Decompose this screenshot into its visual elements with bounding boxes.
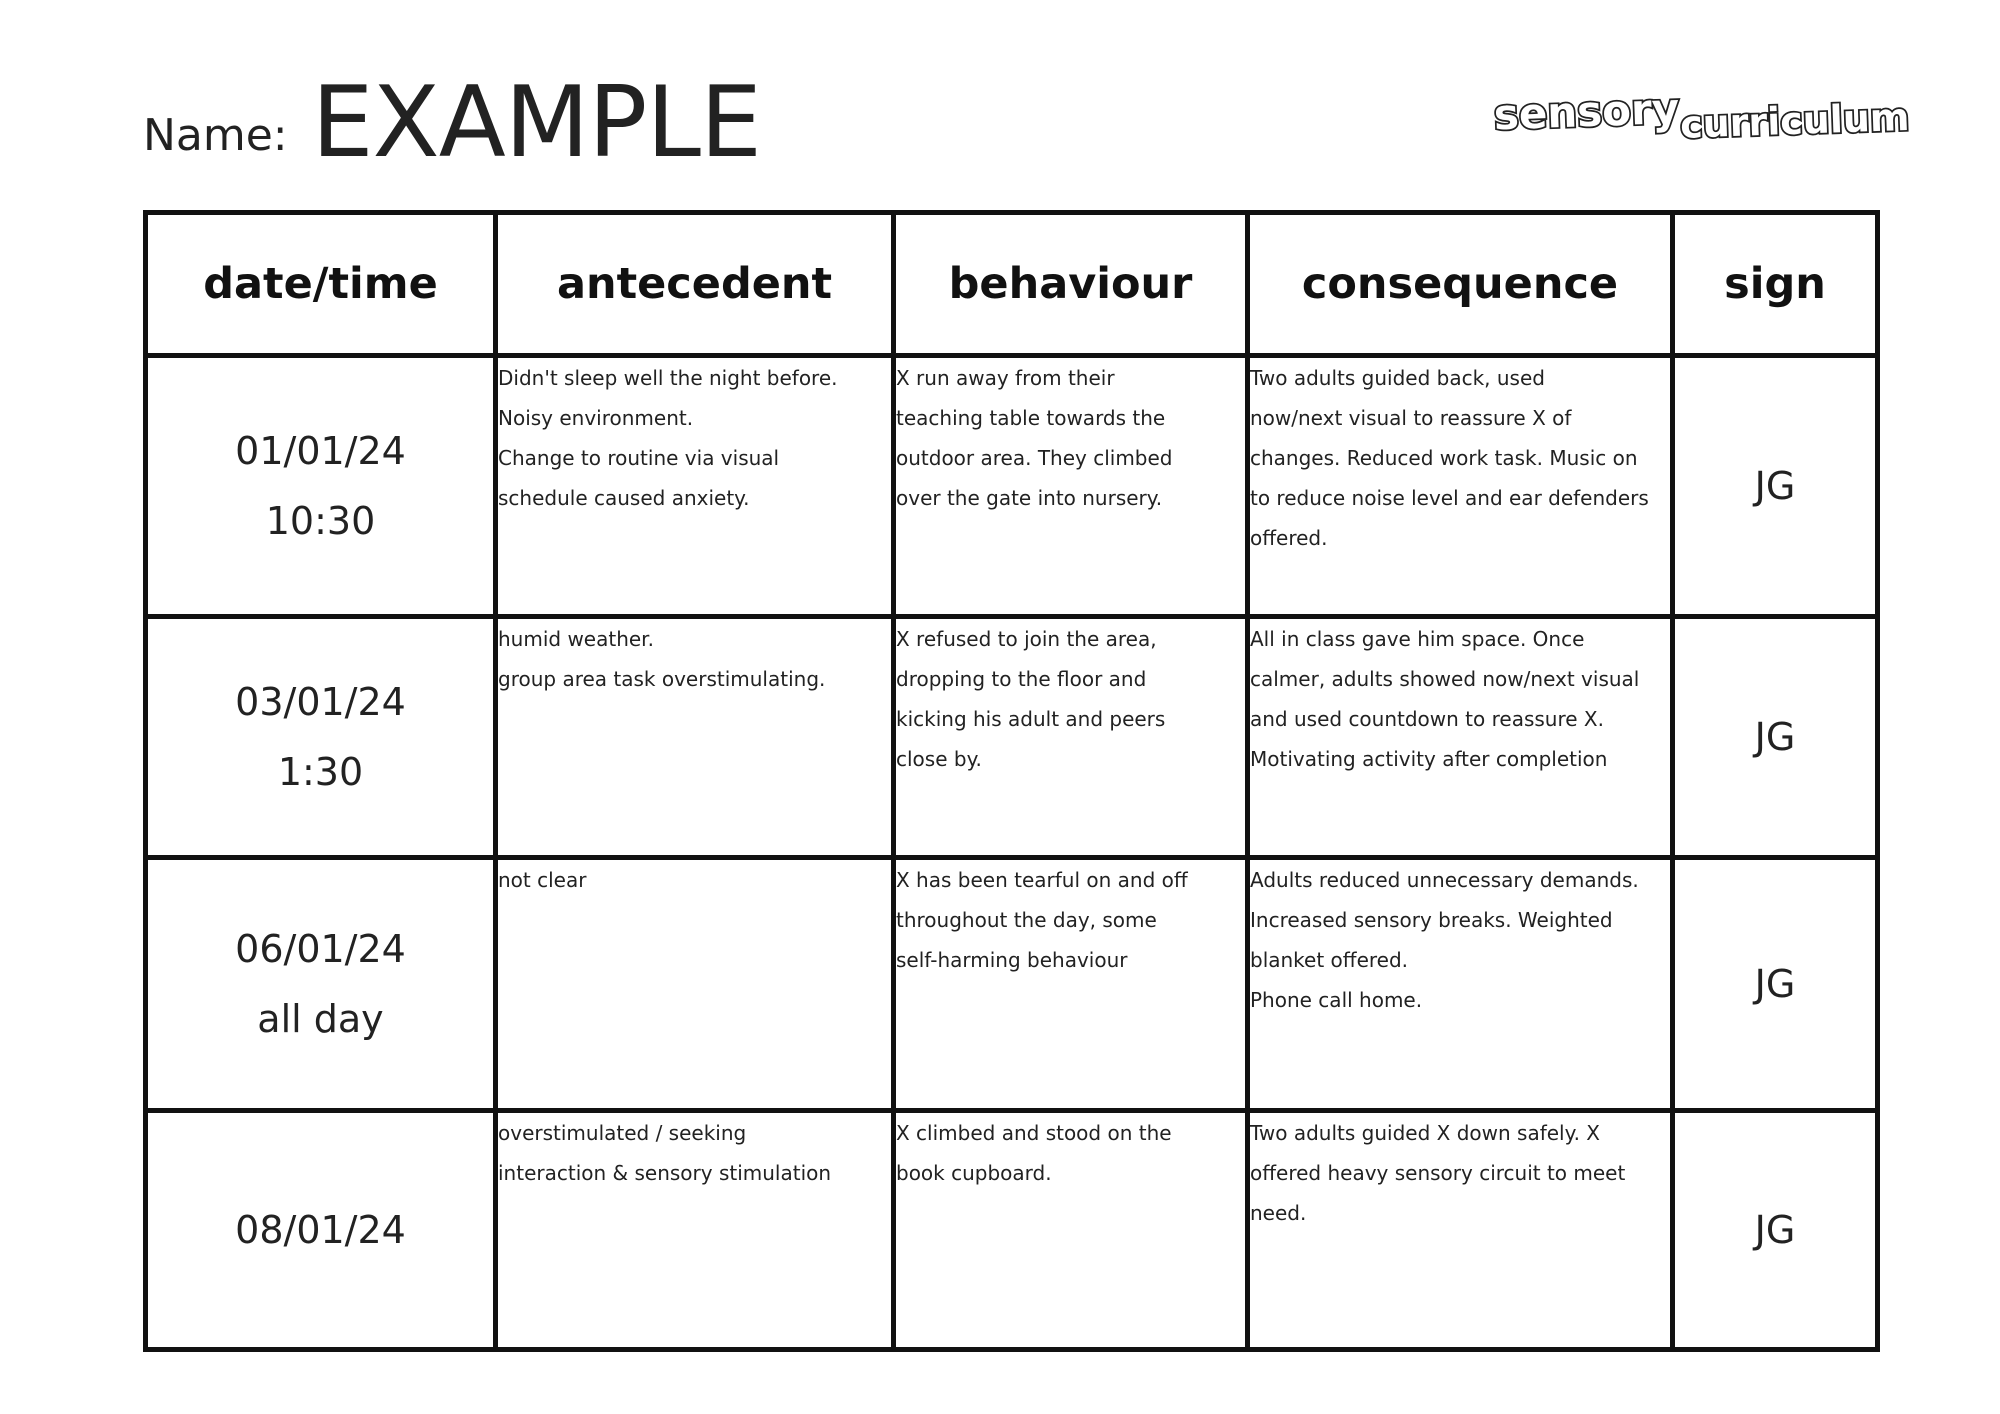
behaviour-line: over the gate into nursery. [896,486,1163,510]
consequence-line: Adults reduced unnecessary demands. [1250,868,1639,892]
antecedent-line: humid weather. [498,627,654,651]
behaviour-line: book cupboard. [896,1161,1052,1185]
header-date-time: date/time [146,213,496,356]
sign-cell: JG [1673,617,1878,858]
consequence-cell [1248,617,1673,858]
behaviour-line: X climbed and stood on the [896,1121,1172,1145]
consequence-line: to reduce noise level and ear defenders [1250,486,1649,510]
consequence-line: Increased sensory breaks. Weighted [1250,908,1613,932]
behaviour-line: kicking his adult and peers [896,707,1166,731]
behaviour-line: dropping to the floor and [896,667,1147,691]
abc-behaviour-table [143,210,1880,1352]
consequence-cell [1248,1111,1673,1350]
antecedent-line: group area task overstimulating. [498,667,826,691]
header-row [146,213,1878,356]
date-text: 01/01/24 [235,429,406,473]
antecedent-line: Noisy environment. [498,406,694,430]
date-text: 03/01/24 [235,680,406,724]
behaviour-cell [894,1111,1248,1350]
consequence-line: All in class gave him space. Once [1250,627,1585,651]
antecedent-line: overstimulated / seeking [498,1121,747,1145]
logo-word-curriculum: curriculum [1679,94,1911,147]
sign-cell: JG [1673,858,1878,1111]
antecedent-line: schedule caused anxiety. [498,486,750,510]
consequence-line: now/next visual to reassure X of [1250,406,1572,430]
header-consequence: consequence [1248,213,1673,356]
sign-cell: JG [1673,356,1878,617]
behaviour-line: close by. [896,747,982,771]
consequence-line: and used countdown to reassure X. [1250,707,1604,731]
consequence-line: blanket offered. [1250,948,1409,972]
table-row [146,858,1878,1111]
antecedent-line: not clear [498,868,587,892]
time-text: 1:30 [277,750,364,794]
name-row [143,62,761,180]
sign-cell: JG [1673,1111,1878,1350]
consequence-line: Two adults guided X down safely. X [1250,1121,1600,1145]
date-text: 06/01/24 [235,927,406,971]
sensory-curriculum-logo [1490,78,1940,148]
antecedent-cell [496,356,894,617]
behaviour-cell [894,356,1248,617]
antecedent-cell [496,858,894,1111]
behaviour-line: self-harming behaviour [896,948,1128,972]
header-sign: sign [1673,213,1878,356]
table-row [146,617,1878,858]
behaviour-line: X run away from their [896,366,1115,390]
date-cell [146,1111,496,1350]
behaviour-line: throughout the day, some [896,908,1157,932]
behaviour-line: teaching table towards the [896,406,1166,430]
header-behaviour: behaviour [894,213,1248,356]
consequence-line: calmer, adults showed now/next visual [1250,667,1640,691]
consequence-line: need. [1250,1201,1307,1225]
consequence-line: Phone call home. [1250,988,1423,1012]
name-label: Name: [143,110,288,161]
table-row [146,1111,1878,1350]
consequence-cell [1248,858,1673,1111]
antecedent-cell [496,1111,894,1350]
antecedent-cell [496,617,894,858]
logo-word-sensory: sensory [1492,83,1680,140]
consequence-cell [1248,356,1673,617]
date-text: 08/01/24 [235,1208,406,1252]
consequence-line: changes. Reduced work task. Music on [1250,446,1638,470]
date-cell [146,356,496,617]
behaviour-line: X refused to join the area, [896,627,1157,651]
antecedent-line: interaction & sensory stimulation [498,1161,832,1185]
behaviour-line: outdoor area. They climbed [896,446,1173,470]
behaviour-cell [894,617,1248,858]
table-row [146,356,1878,617]
time-text: 10:30 [265,499,376,543]
consequence-line: Motivating activity after completion [1250,747,1608,771]
antecedent-line: Didn't sleep well the night before. [498,366,838,390]
antecedent-line: Change to routine via visual [498,446,780,470]
consequence-line: Two adults guided back, used [1250,366,1545,390]
date-cell [146,617,496,858]
header-antecedent: antecedent [496,213,894,356]
time-text: all day [257,997,384,1041]
consequence-line: offered. [1250,526,1328,550]
consequence-line: offered heavy sensory circuit to meet [1250,1161,1626,1185]
behaviour-cell [894,858,1248,1111]
date-cell [146,858,496,1111]
behaviour-line: X has been tearful on and off [896,868,1188,892]
name-value: EXAMPLE [311,66,761,180]
